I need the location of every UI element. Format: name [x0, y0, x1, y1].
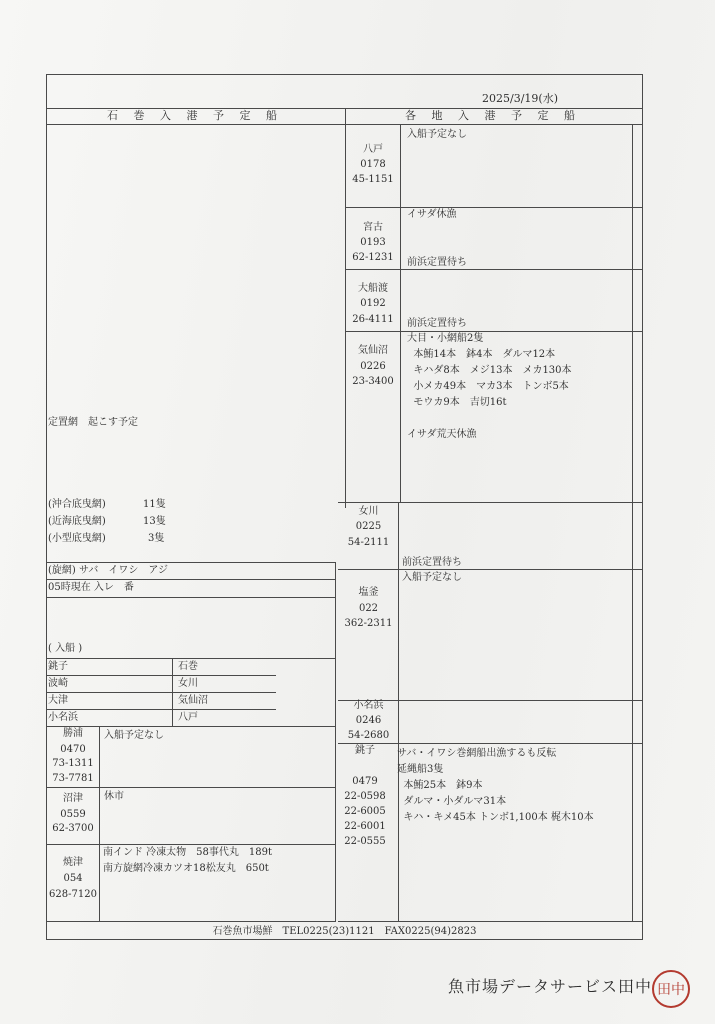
port-tel-katsuura-1: 0470	[60, 744, 86, 755]
port-tel-yaizu-2: 628-7120	[49, 889, 97, 900]
port-name-choshi: 銚子	[355, 745, 375, 756]
arrival-right-2: 女川	[178, 678, 198, 689]
port-name-yaizu: 焼津	[63, 857, 83, 868]
port-tel-katsuura-2: 73-1311	[52, 758, 94, 769]
right-rule-1	[345, 207, 642, 208]
frame-top	[46, 74, 643, 75]
frame-right	[642, 74, 643, 940]
frame-bottom	[46, 939, 643, 940]
port-tel-numazu-2: 62-3700	[52, 823, 94, 834]
port-name-katsuura: 勝浦	[63, 728, 83, 739]
seal-stamp	[652, 970, 690, 1008]
port-name-hachinohe: 八戸	[363, 144, 383, 155]
port-tel-onahama-1: 0246	[355, 715, 382, 726]
right-rule-7	[338, 743, 642, 744]
arrival-right-1: 石巻	[178, 661, 198, 672]
footer-contact: 石巻魚市場鮮 TEL0225(23)1121 FAX0225(94)2823	[212, 926, 477, 937]
port-name-numazu: 沼津	[63, 793, 83, 804]
center-divider	[345, 108, 346, 508]
trawl-label-nearshore: (近海底曳網)	[48, 516, 106, 527]
arrivals-label: ( 入船 )	[48, 643, 83, 654]
port-note-choshi: サバ・イワシ巻網船出漁するも反転 延縄船3隻 本鮪25本 鉢9本 ダルマ・小ダルマ31本 キハ・キメ45本 トンボ1,100本 梶木10本	[397, 748, 594, 823]
port-tel-hachinohe-2: 45-1151	[352, 174, 394, 185]
port-tel-hachinohe-1: 0178	[360, 159, 386, 170]
port-name-ofunato: 大船渡	[358, 283, 388, 294]
port-tel-kesennuma-2: 23-3400	[352, 376, 394, 387]
port-tel-choshi-1: 0479	[352, 776, 378, 787]
port-tel-yaizu-1: 054	[63, 873, 83, 884]
port-note-hachinohe: 入船予定なし	[407, 129, 467, 140]
trawl-count-small: 3隻	[148, 533, 165, 544]
port-name-kesennuma: 気仙沼	[358, 345, 388, 356]
arrival-left-3: 大津	[48, 695, 68, 706]
port-tel-kesennuma-1: 0226	[360, 361, 386, 372]
arrival-left-2: 波崎	[48, 678, 68, 689]
seal-stamp-text: 田中	[657, 982, 685, 998]
arrival-left-4: 小名浜	[48, 712, 78, 723]
port-tel-choshi-2: 22-0598	[344, 791, 386, 802]
arrivals-rule-2	[46, 692, 276, 693]
port-note-kesennuma: 大目・小網船2隻 本鮪14本 鉢4本 ダルマ12本 キハダ8本 メジ13本 メカ130本 小メカ49本 マカ3本 トンボ5本 モウカ9本 吉切16t イサダ荒天休漁	[407, 333, 572, 440]
port-tel-onahama-2: 54-2680	[347, 730, 390, 741]
left-mid-divider	[335, 562, 336, 921]
signature: 魚市場データサービス田中	[448, 977, 653, 996]
trawl-count-nearshore: 13隻	[143, 516, 166, 527]
right-code-divider	[400, 124, 401, 502]
port-tel-ofunato-1: 0192	[360, 298, 386, 309]
port-tel-miyako-2: 62-1231	[352, 252, 394, 263]
left-rule-2	[46, 579, 336, 580]
port-tel-onagawa-1: 0225	[355, 521, 382, 532]
port-name-onagawa: 女川	[358, 506, 379, 517]
right-rule-2	[345, 269, 642, 270]
right-outer-divider	[632, 124, 633, 921]
arrival-right-4: 八戸	[178, 712, 198, 723]
arrival-right-3: 気仙沼	[178, 695, 208, 706]
port-tel-choshi-5: 22-0555	[344, 836, 386, 847]
left-rule-1	[46, 562, 336, 563]
trawl-label-small: (小型底曳網)	[48, 533, 106, 544]
left-port-rule-1	[46, 787, 336, 788]
arrivals-rule-1	[46, 675, 276, 676]
port-name-miyako: 宮古	[363, 222, 383, 233]
port-note-katsuura: 入船予定なし	[104, 730, 164, 741]
teichi-note: 定置網 起こす予定	[48, 417, 138, 428]
port-note-shiogama: 入船予定なし	[402, 572, 462, 583]
right-rule-5	[338, 569, 642, 570]
arrivals-rule-4	[46, 726, 336, 727]
left-port-divider	[99, 726, 100, 921]
port-note-ofunato: 前浜定置待ち	[407, 318, 467, 329]
report-date: 2025/3/19(水)	[482, 92, 558, 105]
left-rule-4	[46, 658, 336, 659]
port-name-onahama: 小名浜	[353, 700, 384, 711]
port-tel-onagawa-2: 54-2111	[347, 537, 390, 548]
port-tel-miyako-1: 0193	[360, 237, 386, 248]
purse-seine-species: (旋網) サバ イワシ アジ	[48, 565, 168, 576]
port-tel-shiogama-2: 362-2311	[344, 618, 393, 629]
left-section-header: 石 巻 入 港 予 定 船	[107, 109, 283, 122]
trawl-label-offshore: (沖合底曳網)	[48, 499, 106, 510]
trawl-count-offshore: 11隻	[143, 499, 166, 510]
port-note-numazu: 休市	[104, 791, 124, 802]
time-status: 05時現在 入レ 番	[48, 582, 134, 593]
right-rule-8	[338, 921, 642, 922]
arrival-left-1: 銚子	[48, 661, 68, 672]
port-note-onagawa: 前浜定置待ち	[402, 557, 462, 568]
port-tel-numazu-1: 0559	[60, 809, 86, 820]
port-name-shiogama: 塩釜	[358, 587, 379, 598]
left-rule-3	[46, 597, 336, 598]
frame-left	[46, 74, 47, 940]
port-tel-ofunato-2: 26-4111	[352, 314, 394, 325]
port-tel-choshi-3: 22-6005	[344, 806, 386, 817]
port-tel-shiogama-1: 022	[358, 603, 379, 614]
port-tel-katsuura-3: 73-7781	[52, 773, 94, 784]
port-note-yaizu: 南インド 冷凍太物 58事代丸 189t 南方旋網冷凍カツオ18松友丸 650t	[103, 847, 273, 874]
right-rule-4	[338, 502, 642, 503]
arrivals-rule-3	[46, 709, 276, 710]
left-port-rule-3	[46, 921, 336, 922]
right-section-header: 各 地 入 港 予 定 船	[405, 109, 581, 122]
right-lower-divider	[398, 502, 399, 921]
port-tel-choshi-4: 22-6001	[344, 821, 386, 832]
port-note-miyako: イサダ休漁 前浜定置待ち	[407, 209, 467, 268]
